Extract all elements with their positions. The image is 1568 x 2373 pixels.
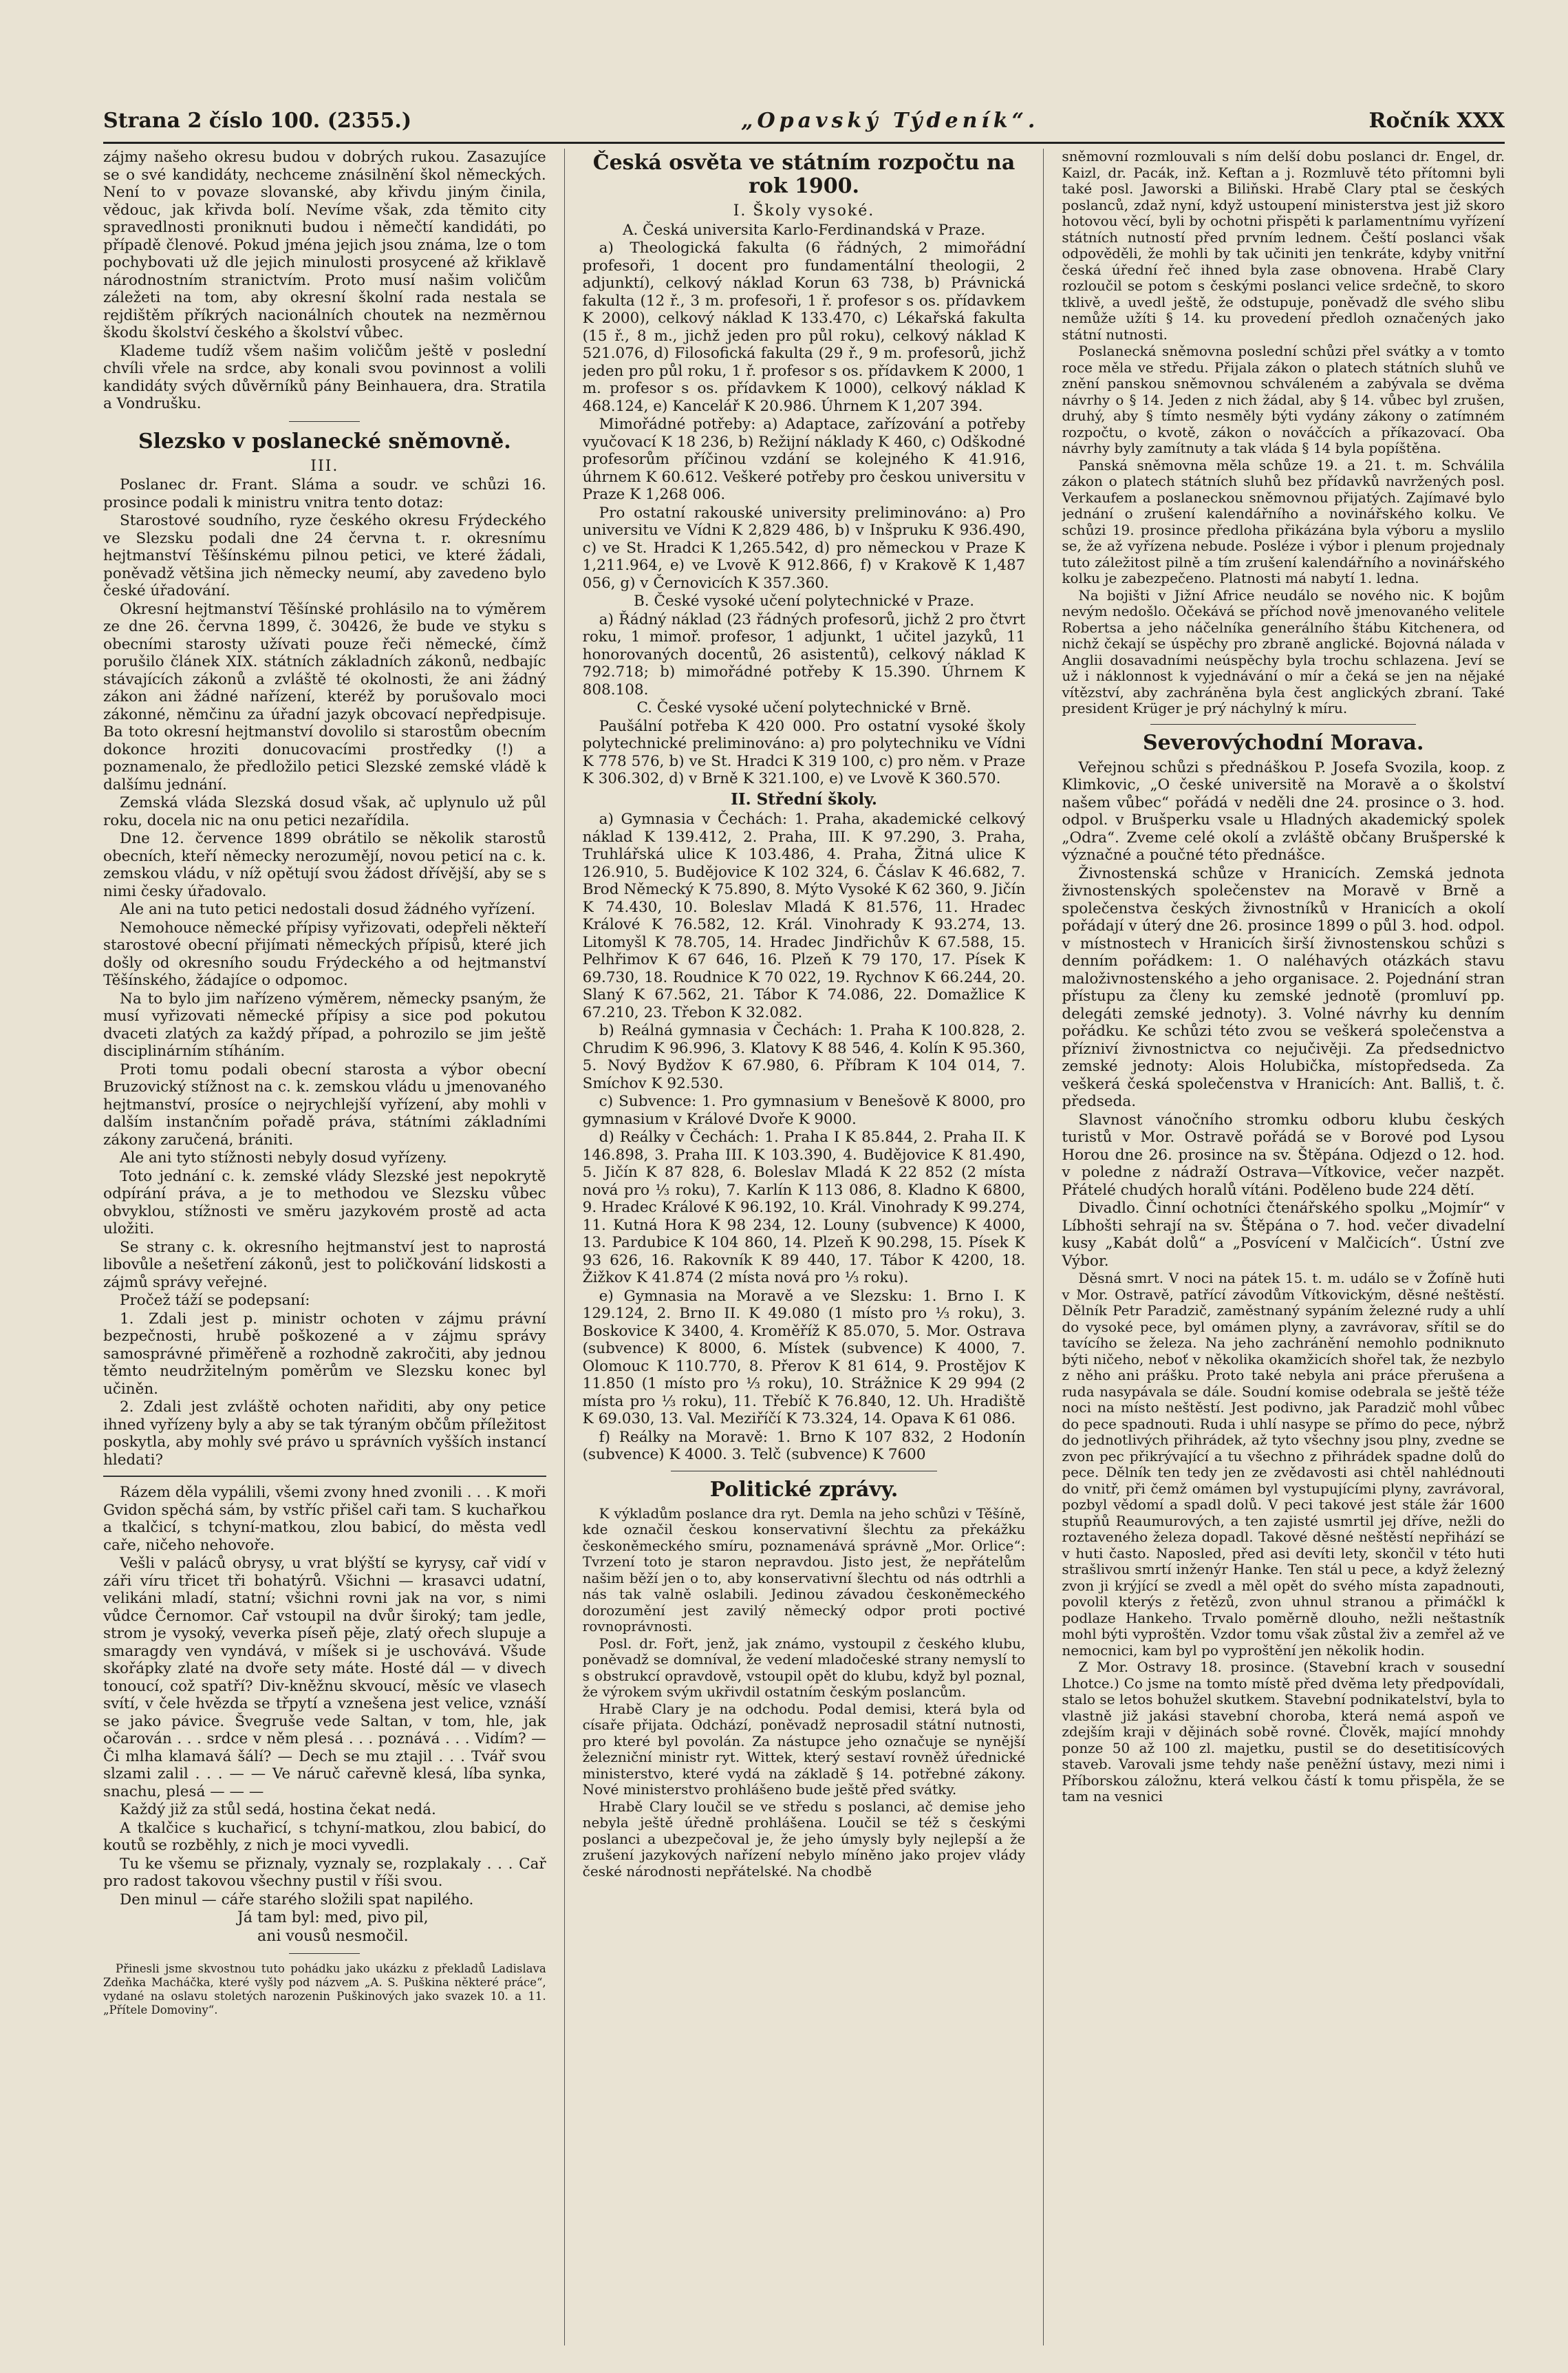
- column-1: [103, 149, 546, 2345]
- paragraph: Hrabě Clary loučil se ve středu s poslanci, ač demise jeho nebyla ještě úředně prohlášena. Loučil se též s českými poslanci a ubezpečoval je, že jeho úmysly byly nejlepší a že zrušení jazykových nařízení nebylo míněno jako projev vlády české národnosti nepřátelské. Na chodbě: [582, 1798, 1026, 1880]
- paragraph: Toto jednání c. k. zemské vlády Slezské jest nepokrytě odpírání práva, a je to methodou ve Slezsku vůbec obvyklou, stížnosti ve směru jazykovém prostě ad acta uložiti.: [103, 1167, 546, 1237]
- paragraph: Mimořádné potřeby: a) Adaptace, zařízování a potřeby vyučovací K 18 236, b) Režijní náklady K 460, c) Odškodné profesorům příčinou vzdání se kolejného K 41.916, úhrnem K 60.612. Veškeré potřeby pro českou universitu v Praze K 1,268 006.: [582, 416, 1026, 503]
- paragraph: Pročež táží se podepsaní:: [120, 1292, 310, 1309]
- paragraph: 1. Zdali jest p. ministr ochoten v zájmu právní bezpečnosti, hrubě poškozené a v zájmu správy samosprávné přiměřeně a rozhodně zakročiti, aby jednou těmto neudržitelným poměrům ve Slezsku konec byl učiněn.: [103, 1310, 546, 1398]
- volume: Ročník XXX: [1368, 108, 1505, 133]
- paragraph: 2. Zdali jest zvláště ochoten nařiditi, aby ony petice ihned vyřízeny byly a aby se tak týraným občům příležitost poskytla, aby mohly své právo u správních vyšších instancí hledati?: [103, 1398, 546, 1469]
- paragraph: zájmy našeho okresu budou v dobrých rukou. Zasazujíce se o své kandidáty, nechceme znásilnění škol německých. Není to v povaze slovanské, aby křivdu jiným činila, vědouc, jak křivda bolí. Nevíme však, zda těmito city spravedlnosti proniknuti budou i němečtí kandidáti, po případě členové. Pokud jména jejich jsou známa, lze o tom pochybovati už dle jejich minulosti prosycené až křiklavě národnostním stranictvím. Proto musí našim voličům záležeti na tom, aby okresní školní rada nestala se rejdištěm příkrých nacionálních choutek na nezměrnou škodu školství českého a školství vůbec.: [103, 149, 546, 341]
- article-title: Slezsko v poslanecké sněmovně.: [138, 429, 511, 454]
- paragraph: f) Reálky na Moravě: 1. Brno K 107 832, 2 Hodonín (subvence) K 4000. 3. Telč (subvence) K 7600: [582, 1428, 1026, 1463]
- paragraph: Každý již za stůl sedá, hostina čekat nedá.: [120, 1801, 436, 1818]
- masthead: [103, 103, 1505, 138]
- footnote-text: Přinesli jsme skvostnou tuto pohádku jako ukázku z překladů Ladislava Zdeňka Macháčka, které vyšly pod názvem „A. S. Puškina některé práce“, vydané na oslavu stoletých narozenin Puškinových jako svazek 10. a 11. „Přítele Domoviny“.: [103, 1962, 546, 2016]
- sub-heading: C. České vysoké učení polytechnické v Brně.: [636, 699, 971, 716]
- paragraph: Zemská vláda Slezská dosud však, ač uplynulo už půl roku, docela nic na onu petici nezařídila.: [103, 794, 546, 829]
- paragraph: a) Theologická fakulta (6 řádných, 2 mimořádní profesoři, 1 docent pro fundamentální theologii, 2 adjunktí), celkový náklad Korun 63 738, b) Právnická fakulta (12 ř., 3 m. profesoři, 1 ř. profesor s os. přídavkem K 2000), celkový náklad K 133.470, c) Lékařská fakulta (15 ř., 8 m., jichž jeden pro půl roku), celkový náklad K 521.076, d) Filosofická fakulta (29 ř., 9 m. profesorů, jichž jeden pro půl roku, 1 ř. profesor s os. přídavkem K 2000, 1 m. profesor s os. přídavkem K 1000), celkový náklad K 468.124, e) Kancelář K 20.986. Úhrnem K 1,207 394.: [582, 240, 1026, 415]
- paragraph: a) Gymnasia v Čechách: 1. Praha, akademické celkový náklad K 139.412, 2. Praha, III. K 97.290, 3. Praha, Truhlářská ulice K 103.486, 4. Praha, Žitná ulice K 126.910, 5. Budějovice K 102 324, 6. Čáslav K 46.682, 7. Brod Německý K 75.890, 8. Mýto Vysoké K 62 360, 9. Jičín K 74.430, 10. Boleslav Mladá K 81.576, 11. Hradec Králové K 76.582, 12. Král. Vinohrady K 93.274, 13. Litomyšl K 78.705, 14. Hradec Jindřichův K 67.588, 15. Pelhřimov K 67 646, 16. Plzeň K 79 170, 17. Písek K 69.730, 18. Roudnice K 70 022, 19. Rychnov K 66.244, 20. Slaný K 67.562, 21. Tábor K 74.086, 22. Domažlice K 67.210, 23. Třebon K 32.082.: [582, 811, 1026, 1021]
- section-heading: I. Školy vysoké.: [733, 202, 875, 220]
- paragraph: Klademe tudíž všem našim voličům ještě v poslední chvíli vřele na srdce, aby konali svou povinnost a volili kandidáty svých důvěrníků pány Beinhauera, dra. Stratila a Vondrušku.: [103, 342, 546, 412]
- feuilleton-rule: [103, 1476, 546, 1477]
- article-title: Česká osvěta ve státním rozpočtu na rok 1900.: [592, 151, 1016, 198]
- sub-heading: B. České vysoké učení polytechnické v Praze.: [633, 593, 975, 610]
- top-rule: [103, 142, 1505, 144]
- paragraph: Nemohouce německé přípisy vyřizovati, odepřeli někteří starostové obecní přijímati německých přípisů, které jich došly od okresního soudu Frýdeckého a od hejtmanství Těšínského, žádajíce o odpomoc.: [103, 919, 546, 989]
- paragraph: Proti tomu podali obecní starosta a výbor obecní Bruzovický stížnost na c. k. zemskou vládu u jmenovaného hejtmanství, prosíce o nejrychlejší vyřízení, aby mohli v dalším instančním pořadě práva, státními základními zákony zaručená, brániti.: [103, 1061, 546, 1149]
- paragraph: Pro ostatní rakouské university preliminováno: a) Pro universitu ve Vídni K 2,829 486, b) v Inšpruku K 936.490, c) ve St. Hradci K 1,265.542, d) pro německou v Praze K 1,211.964, e) ve Lvově K 912.866, f) v Krakově K 1,487 056, g) v Černovicích K 357.360.: [582, 504, 1026, 592]
- columns: [103, 149, 1505, 2345]
- sub-heading: A. Česká universita Karlo-Ferdinandská v Praze.: [622, 221, 986, 239]
- paragraph: Starostové soudního, ryze českého okresu Frýdeckého ve Slezsku podali dne 24 června t. r. okresnímu hejtmanství Těšínskému pilnou petici, ve které žádali, poněvadž většina jich německy neumí, aby zavedeno bylo české úřadování.: [103, 512, 546, 599]
- paragraph: Rázem děla vypálili, všemi zvony hned zvonili . . . K moři Gvidon spěchá sám, by vstříc přišel caři tam. S kuchařkou a tkalčicí, s tchyní-matkou, zlou babicí, do města vedl caře, ničeho nehovoře.: [103, 1484, 546, 1554]
- newspaper-title: „Opavský Týdeník“.: [741, 108, 1040, 133]
- paragraph: Živnostenská schůze v Hranicích. Zemská jednota živnostenských společenstev na Moravě v Brně a společenstva českých živnostníků v Hranicích a okolí pořádají v úterý dne 26. prosince 1899 o půl 3. hod. odpol. v místnostech v Hranicích širší živnostenskou schůzi s denním pořádkem: 1. O naléhavých otázkách stavu maloživnostenského a jeho organisace. 2. Pojednání stran přístupu za členy ku zemské jednotě (promluví pp. delegáti zemské jednoty). 3. Volné návrhy ku denním pořádku. Ke schůzi této zvou se veškerá společenstva a přízniví živnostnictva co nejučivěji. Za předsednictvo zemské jednoty: Alois Holubička, místopředseda. Za veškerá česká společenstva v Hranicích: Ant. Balliš, t. č. předseda.: [1062, 864, 1505, 1110]
- paragraph: Vešli v paláců obrysy, u vrat blýští se kyrysy, cař vidí v záři víru třicet tři bohatýrů. Všichni — krasavci udatní, velikáni mladí, statní; všichni rovni jak na vor, s nimi vůdce Černomor. Cař vstoupil na dvůr široký; tam jedle, strom je vysoký, veverka píseň pěje, zlatý ořech slupuje a smaragdy ven vyndává, v míšek si je uschovává. Všude skořápky zlaté na dvoře sety máte. Hosté dál — v divech tonoucí, což spatří? Div-kněžnu skvoucí, měsíc ve vlasech svítí, v čele hvězda se třpytí a vznešena jest velice, vznáší se jako pávice. Švegruše vede Saltan, v tom, hle, jak očarován . . . srdce v něm plesá . . . poznává . . . Vidím? — Či mlha klamavá šálí? — Dech se mu ztajil . . . Tvář svou slzami zalil . . . — — Ve náruč cařevně klesá, líba synka, snachu, plesá — — —: [103, 1555, 546, 1800]
- paragraph: Den minul — cáře starého složili spat napilého.: [120, 1891, 474, 1908]
- paragraph: Se strany c. k. okresního hejtmanství jest to naprostá libovůle a nešetření zákonů, jest to poličkování lidskosti a zájmů správy veřejné.: [103, 1238, 546, 1291]
- paragraph: Slavnost vánočního stromku odboru klubu českých turistů v Mor. Ostravě pořádá se v Borové pod Lysou Horou dne 26. prosince na sv. Štěpána. Odjezd o 12. hod. v poledne z nádraží Ostrava—Vítkovice, večer nazpět. Přátelé chudých horalů vítáni. Poděleno bude 224 dětí.: [1062, 1111, 1505, 1199]
- poem-line: Já tam byl: med, pivo pil,: [237, 1909, 429, 1926]
- paragraph: Z Mor. Ostravy 18. prosince. (Stavební krach v sousední Lhotce.) Co jsme na tomto místě před dvěma lety předpovídali, stalo se letos bohužel skutkem. Stavební podnikatelství, byla to vlastně již jakási stavební choroba, která nemá aspoň ve zdejším kraji v dějinách sobě rovné. Člověk, mající mnohdy ponze 50 až 100 zl. majetku, pustil se do desetitisícových staveb. Varovali jsme tehdy naše peněžní ústavy, mezi nimi i Příborskou záložnu, která velkou částí k tomu přispěla, že se tam na vesnici: [1062, 1659, 1505, 1805]
- divider: [289, 1953, 360, 1954]
- paragraph: Divadlo. Činní ochotníci čtenářského spolku „Mojmír“ v Líbhošti sehrají na sv. Štěpána o 7. hod. večer divadelní kusy „Kabát dolů“ a „Posvícení v Malčicích“. Ústní zve Výbor.: [1062, 1200, 1505, 1270]
- divider: [1150, 724, 1416, 725]
- paragraph: Poslanec dr. Frant. Sláma a soudr. ve schůzi 16. prosince podali k ministru vnitra tento dotaz:: [103, 476, 546, 511]
- paragraph: Děsná smrt. V noci na pátek 15. t. m. událo se v Žofíně huti v Mor. Ostravě, patřící závodům Vítkovickým, děsné neštěstí. Dělník Petr Paradzič, zaměstnaný sypáním železné rudy a uhlí do vysoké pece, byl omámen plyny, a zavrávorav, sřítil se do tavícího se železa. Na jeho zachránění nemohlo podniknuto býti ničeho, neboť v několika okamžicích shořel tak, že nezbylo z něho ani prášku. Proto také nebyla ani práce přerušena a ruda nasypávala se dále. Soudní komise odebrala se ještě téže noci na místo neštěstí. Jest podivno, jak Paradzič mohl vůbec do pece spadnouti. Ruda i uhlí nasype se přímo do pece, nýbrž do jednotlivých přihrádek, až tyto všechny jsou plny, zvedne se zvon pec přikrývající a tu všechno z přihrádek spadne dolů do pece. Dělník ten tedy jen ze zvědavosti asi chtěl nahlédnouti do vnitř, při čemž omámen byl vystupujícími plyny, zavrávoral, pozbyl vědomí a spadl dolů. V peci takové jest stále žár 1600 stupňů Reaumurových, a ten zajisté usmrtil jej dříve, nežli do roztaveného železa dopadl. Takové děsné neštěstí nepřihází se v huti často. Naposled, před asi devíti lety, skončil v této huti strašlivou smrtí inženýr Hanke. Ten stál u pece, a když železný zvon ji krýjící se zvedl a měl opět do svého místa zapadnouti, povolil kterýs z řetězů, zvon uhnul stranou a přimáčkl k podlaze Hankeho. Trvalo poměrně dlouho, nežli neštastník mohl býti vyproštěn. Vzdor tomu však zůstal živ a zemřel až ve nemocnici, kam byl po vyproštění jen několik hodin.: [1062, 1270, 1505, 1659]
- paragraph: c) Subvence: 1. Pro gymnasium v Benešově K 8000, pro gymnasium v Králové Dvoře K 9000.: [582, 1093, 1026, 1128]
- article-title: Politické zprávy.: [709, 1477, 899, 1502]
- section-heading: II. Střední školy.: [731, 789, 877, 809]
- divider: [289, 421, 360, 422]
- paragraph: Tu ke všemu se přiznaly, vyznaly se, rozplakaly . . . Cař pro radost takovou všechny pustil v říši svou.: [103, 1855, 546, 1890]
- paragraph: A tkalčice s kuchařicí, s tchyní-matkou, zlou babicí, do koutů se rozběhly, z nich je moci vyvedli.: [103, 1819, 546, 1854]
- paragraph: Ale ani tyto stížnosti nebyly dosud vyřízeny.: [120, 1149, 447, 1167]
- footnote: [103, 1962, 546, 2017]
- column-2: [583, 149, 1026, 2345]
- paragraph: Na to bylo jim nařízeno výměrem, německy psaným, že musí vyřizovati německé přípisy a sice pod pokutou dvaceti zlatých za každý případ, a pohrozilo se jim ještě disciplinárním stíháním.: [103, 990, 546, 1060]
- paragraph: sněmovní rozmlouvali s ním delší dobu poslanci dr. Engel, dr. Kaizl, dr. Pacák, inž. Keftan a j. Rozmluvě této přítomni byli také posl. Jaworski a Biliňski. Hrabě Clary ptal se českých poslanců, zdaž nyní, když ustoupení ministerstva jest již skoro hotovou věcí, byli by ochotni přispěti k parlamentnímu vyřízení státních nutností před prvním lednem. Čeští poslanci však odpověděli, že mohli by tak učiniti jen tenkráte, kdyby vnitřní česká úřední řeč ihned byla zase obnovena. Hrabě Clary rozloučil se potom s českými poslanci velice srdečně, to skoro tklivě, a uvedl ještě, že odstupuje, poněvadž dle svého slibu nemůže užíti § 14. ku provedení předloh označených jako státní nutnosti.: [1062, 149, 1505, 343]
- column-divider: [1043, 149, 1044, 2345]
- paragraph: Poslanecká sněmovna poslední schůzi přel svátky a v tomto roce měla ve středu. Přijala zákon o platech státních sluhů ve znění panskou sněmovnou schváleném a zabývala se dvěma návrhy o § 14. Jeden z nich žádal, aby § 14. vůbec byl zrušen, druhý, aby § tímto nesměly býti vydány zákony o zatímném rozpočtu, o kvotě, zákon o nováčcích a příkazovací. Oba návrhy byly zamítnuty a tak vláda § 14 byla popíštěna.: [1062, 343, 1505, 456]
- paragraph: K výkladům poslance dra ryt. Demla na jeho schůzi v Těšíně, kde označil českou konservativní šlechtu za překážku českoněmeckého smíru, poznamenává správně „Mor. Orlice“: Tvrzení toto je staron nepravdou. Jisto jest, že nepřátelům našim běží jen o to, aby konservativní šlechtu od nás odtrhli a nás tak valně oslabili. Jedinou závadou českoněmeckého dorozumění jest zavilý německý odpor proti poctivé rovnoprávnosti.: [582, 1504, 1026, 1635]
- paragraph: Na bojišti v Jižní Africe neudálo se nového nic. K bojům nevým nedošlo. Očekává se příchod nově jmenovaného velitele Robertsa a jeho náčelníka generálního štábu Kitchenera, od nichž čekají se úspěchy pro zbraně anglické. Bojovná nálada v Anglii dosavadními neúspěchy byla trochu schlazena. Jeví se už i náklonnost k vyjednávání o mír a čeká se jen na nějaké vítězství, aby zachráněna byla čest anglických zbraní. Také president Krüger je prý náchylný k míru.: [1062, 586, 1505, 716]
- paragraph: Veřejnou schůzi s přednáškou P. Josefa Svozila, koop. z Klimkovic, „O české universitě na Moravě a o školství našem vůbec“ pořádá v neděli dne 24. prosince o 3. hod. odpol. v Brušperku vsale u Hladných akademický spolek „Odra“. Zveme celé okolí a zvláště občany Brušperské k význačné a poučné této přednášce.: [1062, 758, 1505, 864]
- paragraph: Okresní hejtmanství Těšínské prohlásilo na to výměrem ze dne 26. června 1899, č. 30426, že bude ve styku s obecními starosty užívati pouze řeči německé, čímž porušilo článek XIX. státních základních zákonů, nedbajíc stávajících zákonů a zvláště té okolnosti, že ani žádný zákon ani žádné nařízení, kteréž by porušovalo moci zákonné, němčinu za úřadní jazyk obcovací nepředpisuje. Ba toto okresní hejtmanství dovolilo si starostům obecním dokonce hroziti donucovacími prostředky (!) a poznamenalo, že předložilo petici Slezské zemské vládě k dalšímu jednání.: [103, 600, 546, 794]
- article-title: Severovýchodní Morava.: [1142, 730, 1424, 755]
- paragraph: d) Reálky v Čechách: 1. Praha I K 85.844, 2. Praha II. K 146.898, 3. Praha III. K 103.390, 4. Budějovice K 81.490, 5. Jičín K 87 828, 6. Boleslav Mladá K 22 852 (2 místa nová pro ⅓ roku), 7. Karlín K 113 086, 8. Kladno K 6800, 9. Hradec Králové K 96.192, 10. Král. Vinohrady K 99.274, 11. Kutná Hora K 98 234, 12. Louny (subvence) K 4000, 13. Pardubice K 104 860, 14. Plzeň K 90.298, 15. Písek K 93 626, 16. Rakovník K 89 440, 17. Tábor K 4200, 18. Žižkov K 41.874 (2 místa nová pro ⅓ roku).: [582, 1129, 1026, 1286]
- paragraph: Paušální potřeba K 420 000. Pro ostatní vysoké školy polytechnické preliminováno: a) pro polytechniku ve Vídni K 778 576, b) ve St. Hradci K 319 100, c) pro něm. v Praze K 306.302, d) v Brně K 321.100, e) ve Lvově K 360.570.: [582, 717, 1026, 787]
- paragraph: e) Gymnasia na Moravě a ve Slezsku: 1. Brno I. K 129.124, 2. Brno II. K 49.080 (1 místo pro ⅓ roku), 3. Boskovice K 3400, 4. Kroměříž K 85.070, 5. Mor. Ostrava (subvence) K 8000, 6. Místek (subvence) K 4000, 7. Olomouc K 110.770, 8. Přerov K 81 614, 9. Prostějov K 11.850 (1 místo pro ⅓ roku), 10. Strážnice K 29 994 (2 místa pro ⅓ roku), 11. Třebíč K 76.840, 12. Uh. Hradiště K 69.030, 13. Val. Meziříčí K 73.324, 14. Opava K 61 086.: [582, 1287, 1026, 1427]
- paragraph: a) Řádný náklad (23 řádných profesorů, jichž 2 pro čtvrt roku, 1 mimoř. profesor, 1 adjunkt, 1 učitel jazyků, 11 honorovaných docentů, 26 asistentů), celkový náklad K 792.718; b) mimořádné potřeby K 15.390. Úhrnem K 808.108.: [582, 610, 1026, 699]
- article-number: III.: [310, 457, 339, 475]
- paragraph: Hrabě Clary je na odchodu. Podal demisi, která byla od císaře přijata. Odchází, poněvadž neprosadil státní nutnosti, pro které byl povolán. Za nástupce jeho označuje se nynější železniční ministr ryt. Wittek, který sestaví rovněž úřednické ministerstvo, které vydá na základě § 14. potřebné zákony. Nové ministerstvo prohlášeno bude ještě před svátky.: [582, 1700, 1026, 1798]
- paragraph: Posl. dr. Fořt, jenž, jak známo, vystoupil z českého klubu, poněvadž se domníval, že vedení mladočeské strany nemyslí to s obstrukcí opravdově, vstoupil opět do klubu, když byl poznal, že výrokem svým ukřivdil ostatním českým poslancům.: [582, 1635, 1026, 1700]
- paragraph: Panská sněmovna měla schůze 19. a 21. t. m. Schválila zákon o platech státních sluhů bez přídavků navržených posl. Verkaufem a poslaneckou sněmovnou přijatých. Zajímavé bylo jednání o zrušení kalendářního a novinářského kolku. Ve schůzi 19. prosince předloha přikázána byla výboru a myslilo se, že až vyřízena nebude. Posléze i výbor i plenum projednaly tuto záležitost pilně a tím zrušení kalendářního a novinářského kolku je zabezpečeno. Platnosti má nabytí 1. ledna.: [1062, 456, 1505, 586]
- poem-line: ani vousů nesmočil.: [257, 1927, 409, 1945]
- page-number: Strana 2 číslo 100. (2355.): [103, 108, 412, 133]
- paragraph: b) Reálná gymnasia v Čechách: 1. Praha K 100.828, 2. Chrudim K 96.996, 3. Klatovy K 88 546, 4. Kolín K 95.360, 5. Nový Bydžov K 67.980, 6. Příbram K 104 014, 7. Smíchov K 92.530.: [582, 1022, 1026, 1092]
- paragraph: Ale ani na tuto petici nedostali dosud žádného vyřízení.: [120, 901, 536, 918]
- column-3: [1062, 149, 1505, 2345]
- column-divider: [564, 149, 565, 2345]
- paragraph: Dne 12. července 1899 obrátilo se několik starostů obecních, kteří německy nerozumějí, novou peticí na c. k. zemskou vládu, v níž opětují svou žádost dřívější, aby se s nimi česky úřadovalo.: [103, 830, 546, 900]
